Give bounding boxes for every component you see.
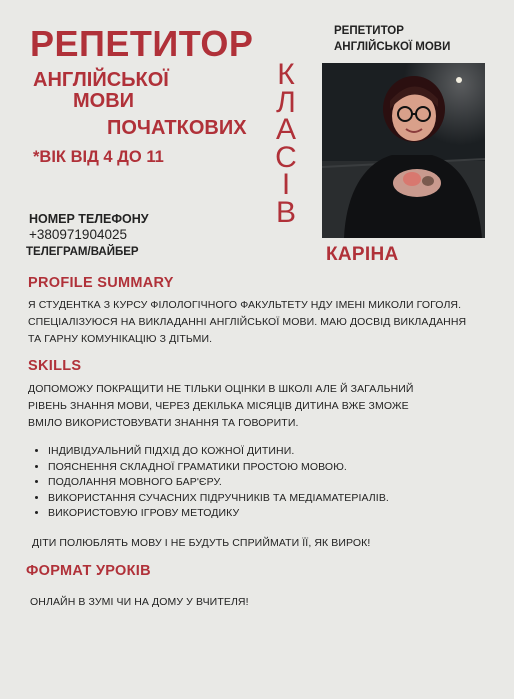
summary-heading: PROFILE SUMMARY: [28, 275, 174, 291]
vertical-letter: К: [277, 58, 295, 91]
profile-caption-line-1: РЕПЕТИТОР: [334, 25, 404, 37]
list-item: • ПОЯСНЕННЯ СКЛАДНОЇ ГРАМАТИКИ ПРОСТОЮ МОВОЮ.: [48, 460, 478, 476]
list-item: • ВИКОРИСТОВУЮ ІГРОВУ МЕТОДИКУ: [48, 506, 478, 522]
vertical-letter: В: [275, 195, 296, 229]
phone-label: НОМЕР ТЕЛЕФОНУ: [29, 212, 149, 226]
format-heading: ФОРМАТ УРОКІВ: [26, 563, 151, 579]
profile-photo: [322, 63, 485, 238]
subtitle-line-2: МОВИ: [73, 90, 135, 112]
list-item: • ВИКОРИСТАННЯ СУЧАСНИХ ПІДРУЧНИКІВ ТА МЕДІАМАТЕРІАЛІВ.: [48, 491, 478, 507]
summary-text: Я СТУДЕНТКА З КУРСУ ФІЛОЛОГІЧНОГО ФАКУЛЬТЕТУ НДУ ІМЕНІ МИКОЛИ ГОГОЛЯ. СПЕЦІАЛІЗУЮСЯ НА ВИКЛАДАННІ АНГЛІЙСЬКОЇ МОВИ. МАЮ ДОСВІД ВИКЛАДАННЯ ТА ГАРНУ КОМУНІКАЦІЮ З ДІТЬМИ.: [28, 299, 467, 345]
list-item: • ПОДОЛАННЯ МОВНОГО БАР'ЄРУ.: [48, 475, 478, 491]
subtitle-line-3: ПОЧАТКОВИХ: [107, 117, 247, 139]
vertical-letter: І: [281, 168, 291, 201]
age-range: *ВІК ВІД 4 ДО 11: [33, 148, 164, 166]
profile-caption: [334, 23, 450, 55]
subtitle-line-1: АНГЛІЙСЬКОЇ: [33, 69, 169, 91]
vertical-letter: Л: [276, 85, 296, 119]
profile-caption-line-2: АНГЛІЙСЬКОЇ МОВИ: [334, 41, 451, 53]
profile-photo-illustration: [322, 63, 485, 238]
page-title: РЕПЕТИТОР: [30, 23, 254, 64]
phone-number: +380971904025: [29, 227, 127, 242]
vertical-letter: А: [275, 113, 296, 146]
skills-intro: ДОПОМОЖУ ПОКРАЩИТИ НЕ ТІЛЬКИ ОЦІНКИ В ШКОЛІ АЛЕ Й ЗАГАЛЬНИЙ РІВЕНЬ ЗНАННЯ МОВИ, ЧЕРЕЗ ДЕКІЛЬКА МІСЯЦІВ ДИТИНА ВЖЕ ЗМОЖЕ ВМІЛО ВИКОРИСТОВУВАТИ ЗНАННЯ ТА ГОВОРИТИ.: [28, 383, 414, 429]
skills-heading: SKILLS: [28, 358, 82, 374]
skills-list: [32, 444, 478, 522]
messengers-label: ТЕЛЕГРАМ/ВАЙБЕР: [26, 246, 139, 258]
vertical-letter: С: [275, 140, 297, 174]
list-item: • ІНДИВІДУАЛЬНИЙ ПІДХІД ДО КОЖНОЇ ДИТИНИ.: [48, 444, 478, 460]
vertical-word: [271, 58, 301, 229]
teacher-name: КАРІНА: [326, 244, 399, 265]
skills-closing: ДІТИ ПОЛЮБЛЯТЬ МОВУ І НЕ БУДУТЬ СПРИЙМАТИ ЇЇ, ЯК ВИРОК!: [32, 537, 371, 549]
format-text: ОНЛАЙН В ЗУМІ ЧИ НА ДОМУ У ВЧИТЕЛЯ!: [30, 596, 249, 608]
